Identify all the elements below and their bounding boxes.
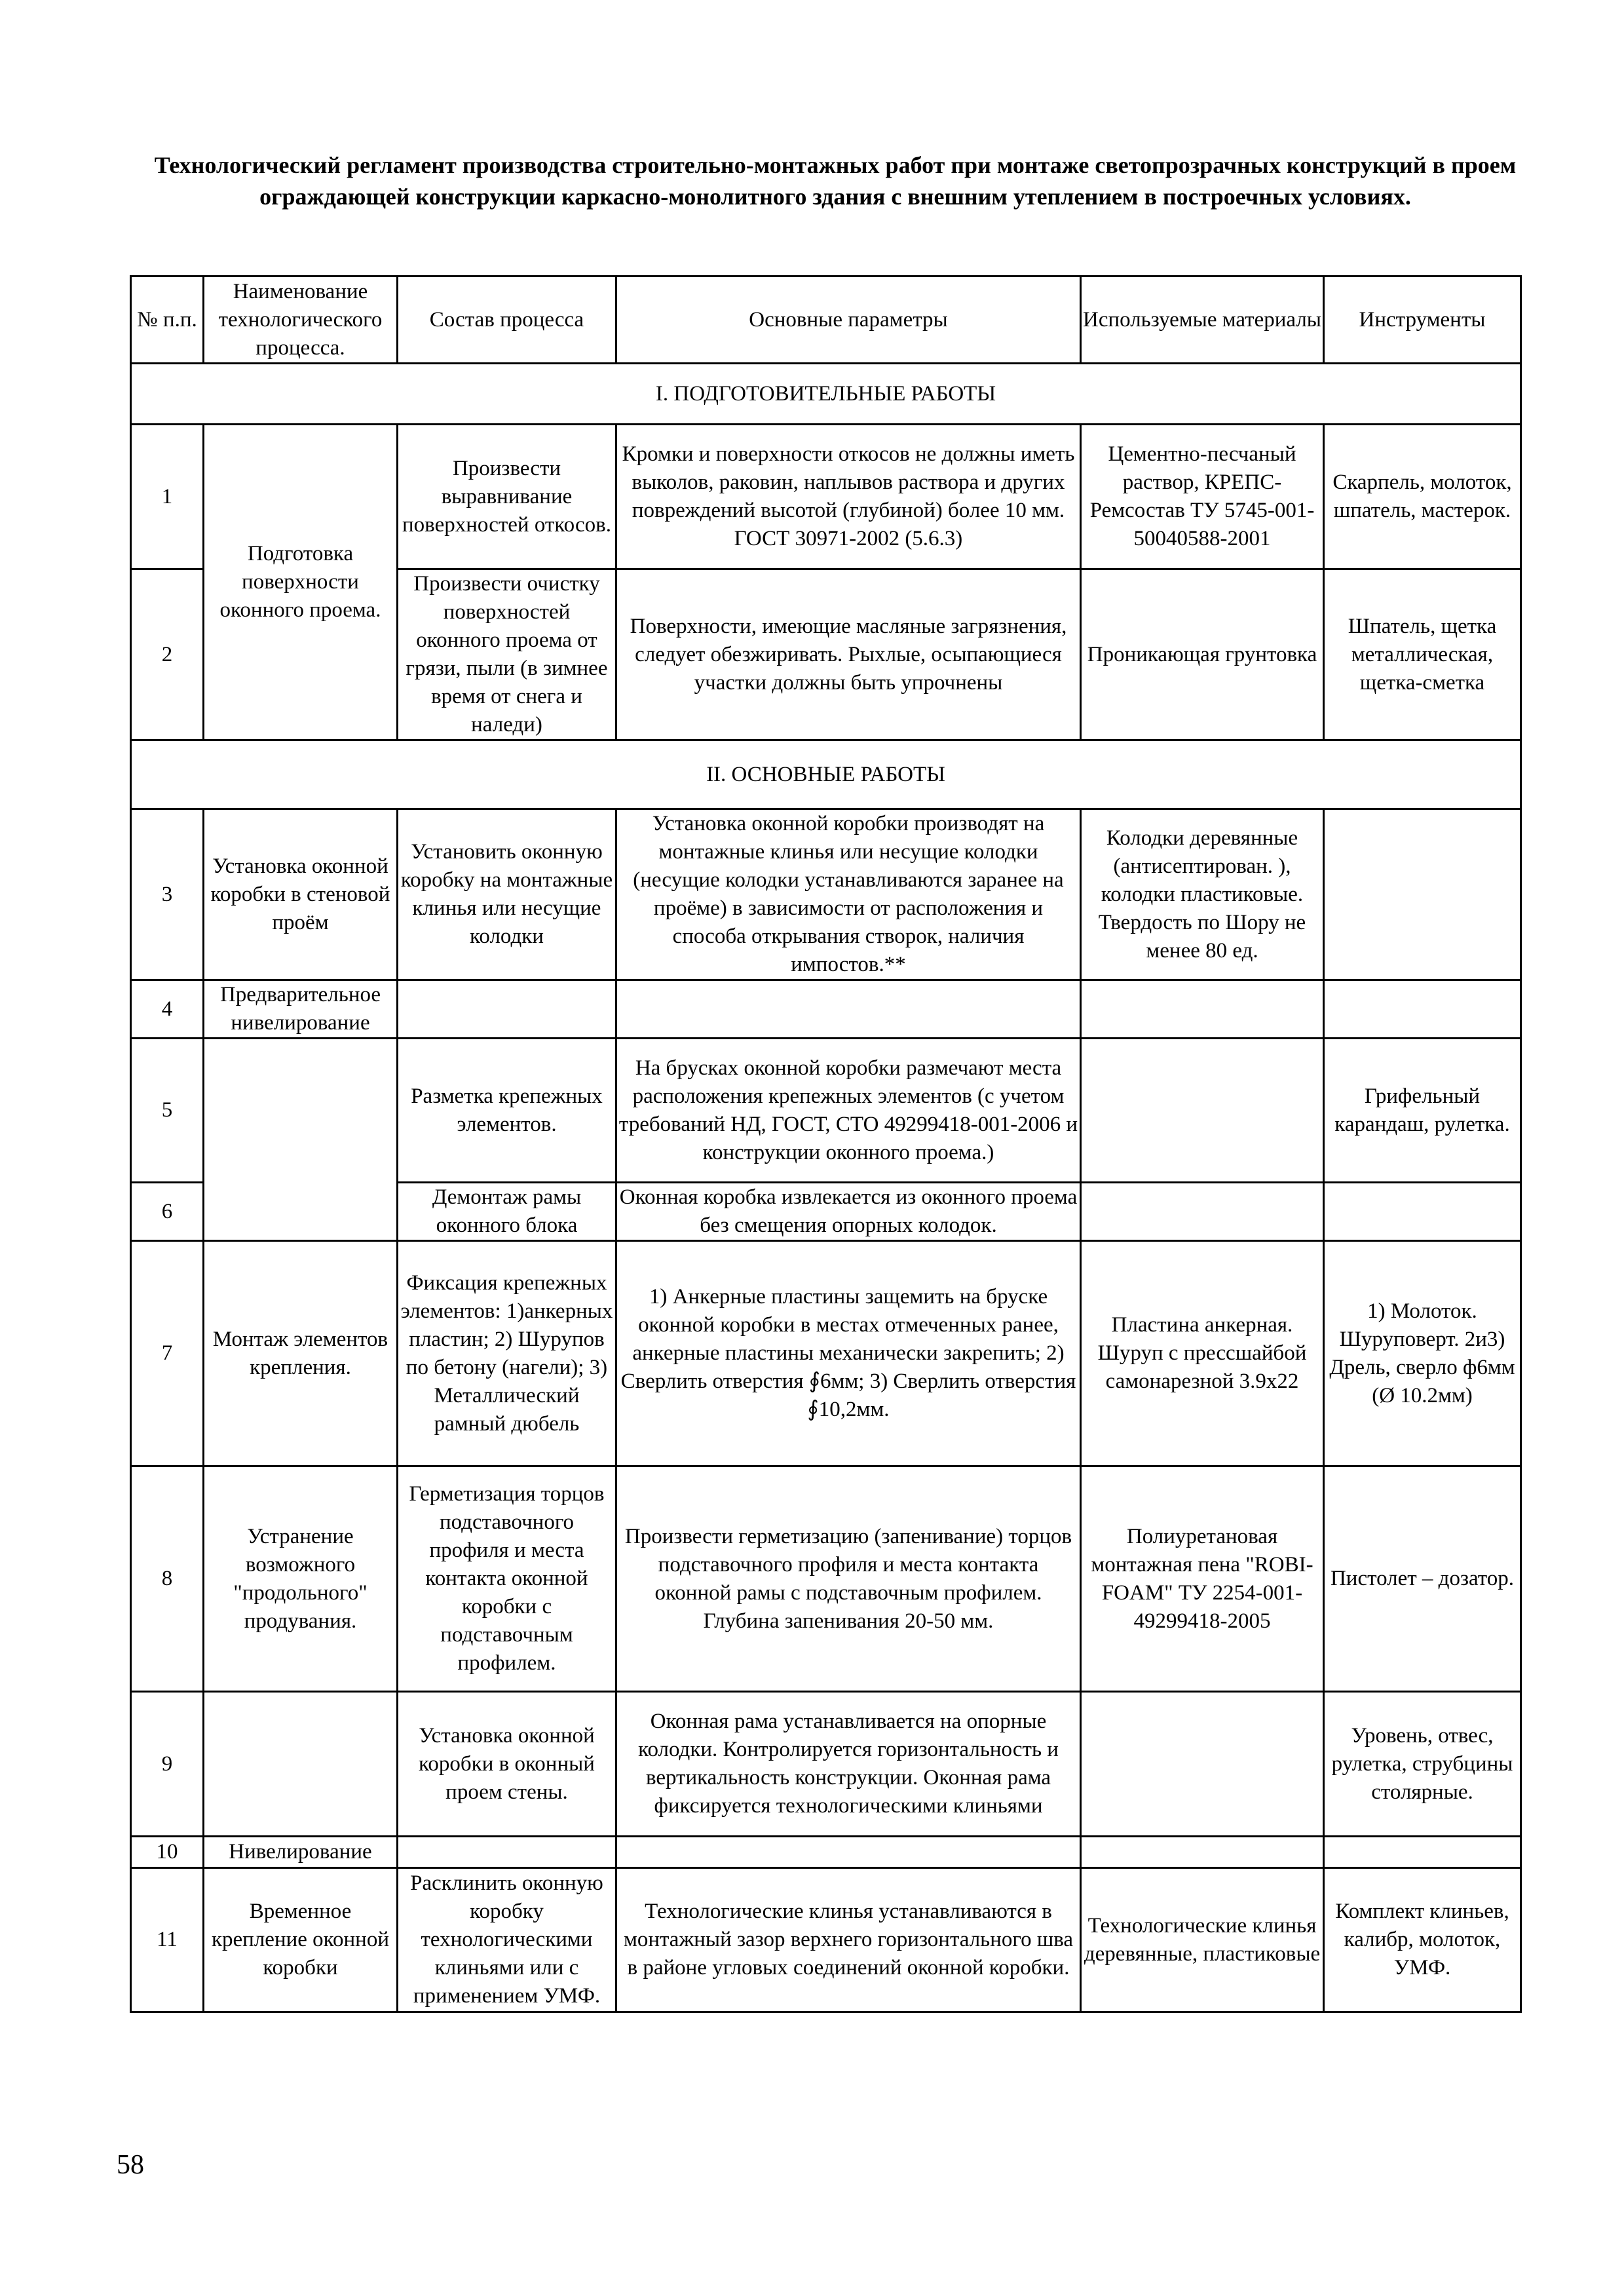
section-row [131,740,1521,809]
row-9-composition: Установка оконной коробки в оконный проем стены. [398,1692,616,1837]
table-row [131,809,1521,980]
row-3-process: Установка оконной коробки в стеновой проём [204,809,398,980]
table-row [131,1241,1521,1466]
row-1-tools: Скарпель, молоток, шпатель, мастерок. [1324,425,1521,569]
row-8-materials: Полиуретановая монтажная пена "ROBI-FOAM" ТУ 2254-001-49299418-2005 [1081,1466,1324,1692]
row-5-6-process [204,1039,398,1241]
row-6-num: 6 [131,1183,204,1241]
row-5-tools: Грифельный карандаш, рулетка. [1324,1039,1521,1183]
row-7-materials: Пластина анкерная. Шуруп с прессшайбой самонарезной 3.9х22 [1081,1241,1324,1466]
row-2-num: 2 [131,569,204,740]
regulation-table [130,275,1522,2013]
row-1-num: 1 [131,425,204,569]
row-5-num: 5 [131,1039,204,1183]
row-10-params [616,1837,1081,1868]
row-9-params: Оконная рама устанавливается на опорные колодки. Контролируется горизонтальность и вертикальность конструкции. Оконная рама фиксируется технологическими клиньями [616,1692,1081,1837]
header-params: Основные параметры [616,277,1081,364]
row-5-composition: Разметка крепежных элементов. [398,1039,616,1183]
row-7-composition: Фиксация крепежных элементов: 1)анкерных пластин; 2) Шурупов по бетону (нагели); 3) Металлический рамный дюбель [398,1241,616,1466]
row-3-params: Установка оконной коробки производят на монтажные клинья или несущие колодки (несущие колодки устанавливаются заранее на проёме) в зависимости от расположения и способа открывания створок, наличия импостов.** [616,809,1081,980]
table-row [131,1868,1521,2012]
row-4-num: 4 [131,980,204,1039]
row-5-params: На брусках оконной коробки размечают места расположения крепежных элементов (с учетом требований НД, ГОСТ, СТО 49299418-001-2006 и конструкции оконного проема.) [616,1039,1081,1183]
row-4-materials [1081,980,1324,1039]
row-3-materials: Колодки деревянные (антисептирован. ), колодки пластиковые. Твердость по Шору не менее 80 ед. [1081,809,1324,980]
table-row [131,1837,1521,1868]
row-6-composition: Демонтаж рамы оконного блока [398,1183,616,1241]
header-composition: Состав процесса [398,277,616,364]
row-10-tools [1324,1837,1521,1868]
table-row [131,1039,1521,1183]
row-9-process [204,1692,398,1837]
row-9-materials [1081,1692,1324,1837]
row-7-num: 7 [131,1241,204,1466]
row-6-materials [1081,1183,1324,1241]
row-7-process: Монтаж элементов крепления. [204,1241,398,1466]
table-row [131,425,1521,569]
header-materials: Используемые материалы [1081,277,1324,364]
section-prep-title: I. ПОДГОТОВИТЕЛЬНЫЕ РАБОТЫ [131,364,1521,425]
row-8-num: 8 [131,1466,204,1692]
row-9-tools: Уровень, отвес, рулетка, струбцины столярные. [1324,1692,1521,1837]
table-row [131,980,1521,1039]
row-1-2-process: Подготовка поверхности оконного проема. [204,425,398,740]
section-main-title: II. ОСНОВНЫЕ РАБОТЫ [131,740,1521,809]
row-1-params: Кромки и поверхности откосов не должны иметь выколов, раковин, наплывов раствора и других повреждений высотой (глубиной) более 10 мм. ГОСТ 30971-2002 (5.6.3) [616,425,1081,569]
row-4-tools [1324,980,1521,1039]
row-11-params: Технологические клинья устанавливаются в монтажный зазор верхнего горизонтального шва в районе угловых соединений оконной коробки. [616,1868,1081,2012]
row-3-tools [1324,809,1521,980]
row-11-num: 11 [131,1868,204,2012]
table-header-row [131,277,1521,364]
header-process: Наименование технологического процесса. [204,277,398,364]
row-1-materials: Цементно-песчаный раствор, КРЕПС-Ремсостав ТУ 5745-001-50040588-2001 [1081,425,1324,569]
row-5-materials [1081,1039,1324,1183]
row-3-num: 3 [131,809,204,980]
row-10-num: 10 [131,1837,204,1868]
row-8-process: Устранение возможного "продольного" продувания. [204,1466,398,1692]
row-10-composition [398,1837,616,1868]
row-1-composition: Произвести выравнивание поверхностей откосов. [398,425,616,569]
row-2-params: Поверхности, имеющие масляные загрязнения, следует обезжиривать. Рыхлые, осыпающиеся участки должны быть упрочнены [616,569,1081,740]
row-11-tools: Комплект клиньев, калибр, молоток, УМФ. [1324,1868,1521,2012]
row-7-params: 1) Анкерные пластины защемить на бруске оконной коробки в местах отмеченных ранее, анкерные пластины механически закрепить; 2) Сверлить отверстия ∮6мм; 3) Сверлить отверстия ∮10,2мм. [616,1241,1081,1466]
row-3-composition: Установить оконную коробку на монтажные клинья или несущие колодки [398,809,616,980]
row-6-params: Оконная коробка извлекается из оконного проема без смещения опорных колодок. [616,1183,1081,1241]
row-2-materials: Проникающая грунтовка [1081,569,1324,740]
header-tools: Инструменты [1324,277,1521,364]
document-title: Технологический регламент производства строительно-монтажных работ при монтаже светопрозрачных конструкций в проем ограждающей конструкции каркасно-монолитного здания с внешним утеплением в построечных условиях. [154,152,1517,210]
row-4-composition [398,980,616,1039]
row-8-composition: Герметизация торцов подставочного профиля и места контакта оконной коробки с подставочным профилем. [398,1466,616,1692]
row-11-composition: Расклинить оконную коробку технологическими клиньями или с применением УМФ. [398,1868,616,2012]
row-11-materials: Технологические клинья деревянные, пластиковые [1081,1868,1324,2012]
row-8-tools: Пистолет – дозатор. [1324,1466,1521,1692]
row-9-num: 9 [131,1692,204,1837]
row-7-tools: 1) Молоток. Шуруповерт. 2и3) Дрель, сверло ф6мм (Ø 10.2мм) [1324,1241,1521,1466]
section-row [131,364,1521,425]
header-num: № п.п. [131,277,204,364]
row-4-process: Предварительное нивелирование [204,980,398,1039]
row-8-params: Произвести герметизацию (запенивание) торцов подставочного профиля и места контакта оконной рамы с подставочным профилем. Глубина запенивания 20-50 мм. [616,1466,1081,1692]
row-10-materials [1081,1837,1324,1868]
table-row [131,1466,1521,1692]
row-11-process: Временное крепление оконной коробки [204,1868,398,2012]
page-number: 58 [117,2150,144,2180]
row-2-composition: Произвести очистку поверхностей оконного проема от грязи, пыли (в зимнее время от снега и наледи) [398,569,616,740]
row-2-tools: Шпатель, щетка металлическая, щетка-сметка [1324,569,1521,740]
table-row [131,1692,1521,1837]
row-4-params [616,980,1081,1039]
row-6-tools [1324,1183,1521,1241]
row-10-process: Нивелирование [204,1837,398,1868]
